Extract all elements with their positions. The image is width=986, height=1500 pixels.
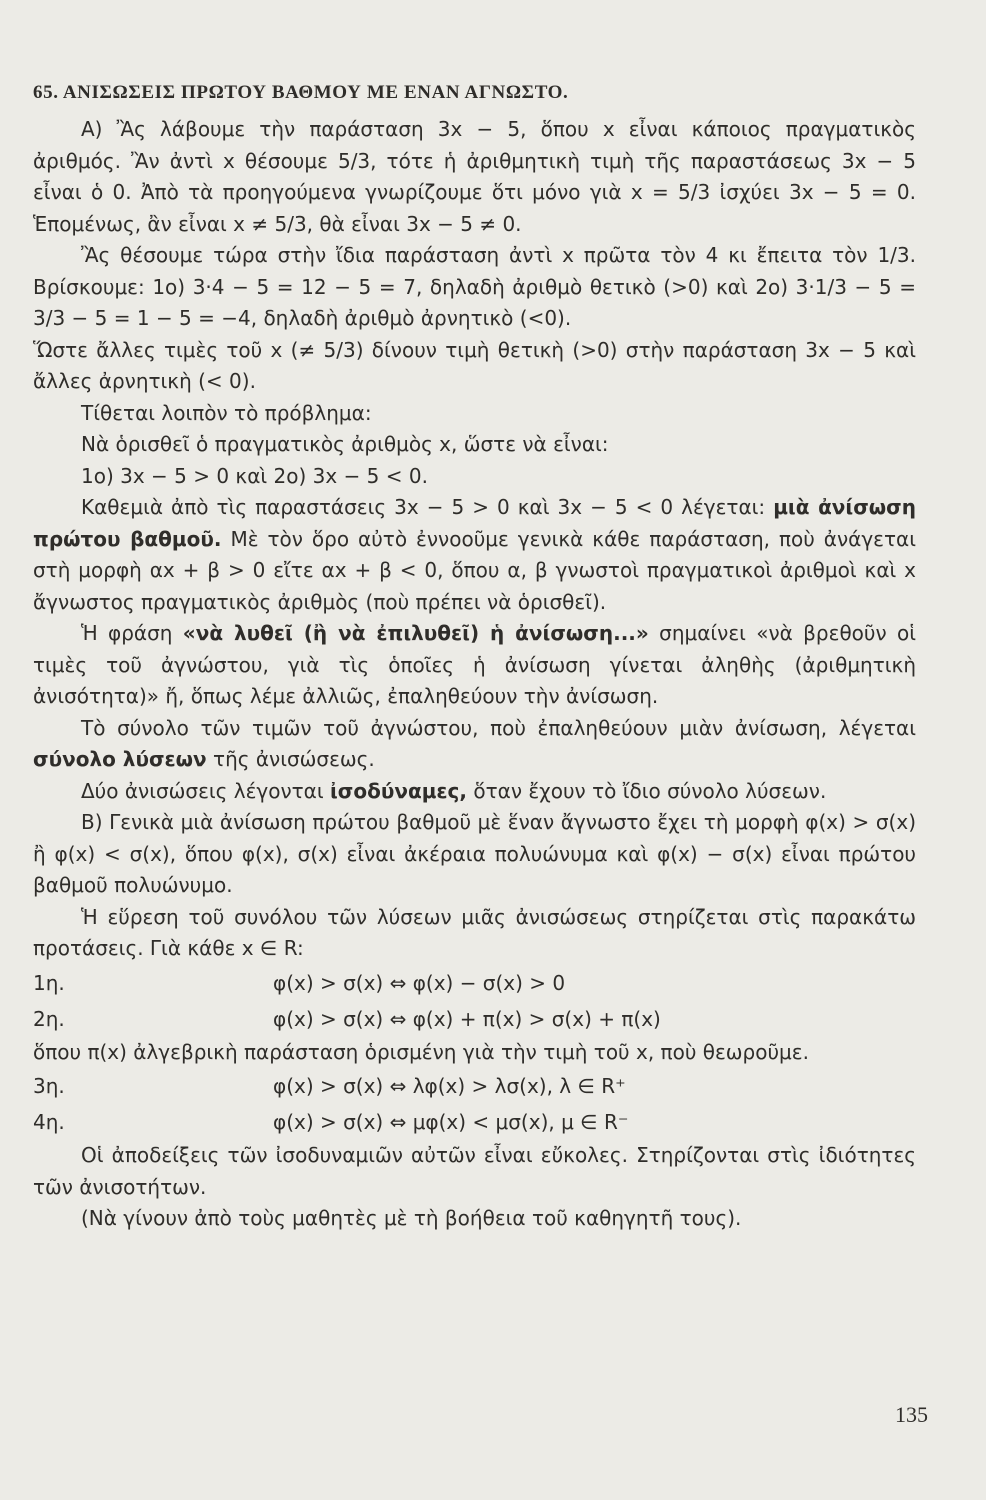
paragraph-a9-rest: τῆς ἀνισώσεως. bbox=[206, 747, 375, 771]
rule-label: 3η. bbox=[33, 1074, 65, 1098]
rule-label: 4η. bbox=[33, 1110, 65, 1134]
rule-formula: φ(x) > σ(x) ⇔ μφ(x) < μσ(x), μ ∈ R⁻ bbox=[273, 1110, 629, 1134]
rule-row bbox=[33, 1001, 916, 1037]
rule-row bbox=[33, 1104, 916, 1140]
term-solution-set: σύνολο λύσεων bbox=[33, 747, 207, 771]
rule-row bbox=[33, 1068, 916, 1104]
rule-label: 2η. bbox=[33, 1006, 65, 1031]
rule-formula: φ(x) > σ(x) ⇔ λφ(x) > λσ(x), λ ∈ R⁺ bbox=[273, 1074, 626, 1098]
paragraph-b3: ὅπου π(x) ἀλγεβρικὴ παράσταση ὁρισμένη γιὰ τὴν τιμὴ τοῦ x, ποὺ θεωροῦμε. bbox=[33, 1039, 809, 1064]
paragraph-a2: Ἂς θέσουμε τώρα στὴν ἴδια παράσταση ἀντὶ x πρῶτα τὸν 4 κι ἔπειτα τὸν 1/3. Βρίσκουμε: 1ο) 3·4 − 5 = 12 − 5 = 7, δηλαδὴ ἀριθμὸ θετικὸ (>0) καὶ 2ο) 3·1/3 − 5 = 3/3 − 5 = 1 − 5 = −4, δηλαδὴ ἀριθμὸ ἀρνητικὸ (<0). bbox=[33, 243, 916, 330]
term-first-degree-inequality: μιὰ ἀνίσωση πρώτου βαθμοῦ. bbox=[33, 495, 916, 551]
paragraph-a7 bbox=[33, 492, 916, 618]
rule-label: 1η. bbox=[33, 970, 65, 995]
rule-formula: φ(x) > σ(x) ⇔ φ(x) + π(x) > σ(x) + π(x) bbox=[273, 1006, 661, 1031]
term-equivalent: ἰσοδύναμες, bbox=[329, 778, 468, 803]
paragraph-a8-text: Ἡ φράση bbox=[81, 621, 183, 645]
paragraph-a8 bbox=[33, 618, 916, 713]
rule-formula: φ(x) > σ(x) ⇔ φ(x) − σ(x) > 0 bbox=[273, 970, 566, 995]
paragraph-a3: Ὥστε ἄλλες τιμὲς τοῦ x (≠ 5/3) δίνουν τιμὴ θετικὴ (>0) στὴν παράσταση 3x − 5 καὶ ἄλλες ἀρνητικὴ (< 0). bbox=[33, 337, 916, 393]
page-number: 135 bbox=[895, 1402, 928, 1427]
section-heading: 65. ΑΝΙΣΩΣΕΙΣ ΠΡΩΤΟΥ ΒΑΘΜΟΥ ΜΕ ΕΝΑΝ ΑΓΝΩΣΤΟ. bbox=[33, 82, 569, 103]
paragraph-a9-text: Τὸ σύνολο τῶν τιμῶν τοῦ ἀγνώστου, ποὺ ἐπαληθεύουν μιὰν ἀνίσωση, λέγεται bbox=[81, 715, 916, 740]
paragraph-a6: 1ο) 3x − 5 > 0 καὶ 2ο) 3x − 5 < 0. bbox=[81, 463, 428, 488]
paragraph-a10-text: Δύο ἀνισώσεις λέγονται bbox=[81, 778, 330, 803]
paragraph-a7-text: Καθεμιὰ ἀπὸ τὶς παραστάσεις 3x − 5 > 0 καὶ 3x − 5 < 0 λέγεται: bbox=[81, 495, 774, 519]
paragraph-a9 bbox=[33, 713, 916, 776]
paragraph-a1: Α) Ἂς λάβουμε τὴν παράσταση 3x − 5, ὅπου x εἶναι κάποιος πραγματικὸς ἀριθμός. Ἂν ἀντὶ x θέσουμε 5/3, τότε ἡ ἀριθμητικὴ τιμὴ τῆς παραστάσεως 3x − 5 εἶναι ὁ 0. Ἀπὸ τὰ προηγούμενα γνωρίζουμε ὅτι μόνο γιὰ x = 5/3 ἰσχύει 3x − 5 = 0. Ἑπομένως, ἂν εἶναι x ≠ 5/3, θὰ εἶναι 3x − 5 ≠ 0. bbox=[33, 117, 916, 236]
paragraph-a8-rest: σημαίνει «νὰ βρεθοῦν οἱ τιμὲς τοῦ ἀγνώστου, γιὰ τὶς ὁποῖες ἡ ἀνίσωση γίνεται ἀληθὴς (ἀριθμητικὴ ἀνισότητα)» ἤ, ὅπως λέμε ἀλλιῶς, ἐπαληθεύουν τὴν ἀνίσωση. bbox=[33, 621, 916, 708]
paragraph-a4: Τίθεται λοιπὸν τὸ πρόβλημα: bbox=[81, 400, 372, 425]
paragraph-a5: Νὰ ὁρισθεῖ ὁ πραγματικὸς ἀριθμὸς x, ὥστε νὰ εἶναι: bbox=[81, 432, 609, 456]
paragraph-b4: Οἱ ἀποδείξεις τῶν ἰσοδυναμιῶν αὐτῶν εἶναι εὔκολες. Στηρίζονται στὶς ἰδιότητες τῶν ἀνισοτήτων. bbox=[33, 1143, 916, 1199]
paragraph-b2: Ἡ εὕρεση τοῦ συνόλου τῶν λύσεων μιᾶς ἀνισώσεως στηρίζεται στὶς παρακάτω προτάσεις. Γιὰ κάθε x ∈ R: bbox=[33, 904, 916, 960]
term-solve-inequality: «νὰ λυθεῖ (ἢ νὰ ἐπιλυθεῖ) ἡ ἀνίσωση...» bbox=[182, 621, 649, 645]
paragraph-a10-rest: ὅταν ἔχουν τὸ ἴδιο σύνολο λύσεων. bbox=[467, 778, 827, 803]
paragraph-a10 bbox=[33, 776, 916, 808]
paragraph-b1: Β) Γενικὰ μιὰ ἀνίσωση πρώτου βαθμοῦ μὲ ἕναν ἄγνωστο ἔχει τὴ μορφὴ φ(x) > σ(x) ἢ φ(x) < σ(x), ὅπου φ(x), σ(x) εἶναι ἀκέραια πολυώνυμα καὶ φ(x) − σ(x) εἶναι πρώτου βαθμοῦ πολυώνυμο. bbox=[33, 810, 916, 897]
rule-row bbox=[33, 965, 916, 1001]
paragraph-b5: (Νὰ γίνουν ἀπὸ τοὺς μαθητὲς μὲ τὴ βοήθεια τοῦ καθηγητῆ τους). bbox=[81, 1206, 742, 1230]
paragraph-a7-rest: Μὲ τὸν ὅρο αὐτὸ ἐννοοῦμε γενικὰ κάθε παράσταση, ποὺ ἀνάγεται στὴ μορφὴ αx + β > 0 εἴτε αx + β < 0, ὅπου α, β γνωστοὶ πραγματικοὶ ἀριθμοὶ καὶ x ἄγνωστος πραγματικὸς ἀριθμὸς (ποὺ πρέπει νὰ ὁρισθεῖ). bbox=[33, 526, 916, 614]
